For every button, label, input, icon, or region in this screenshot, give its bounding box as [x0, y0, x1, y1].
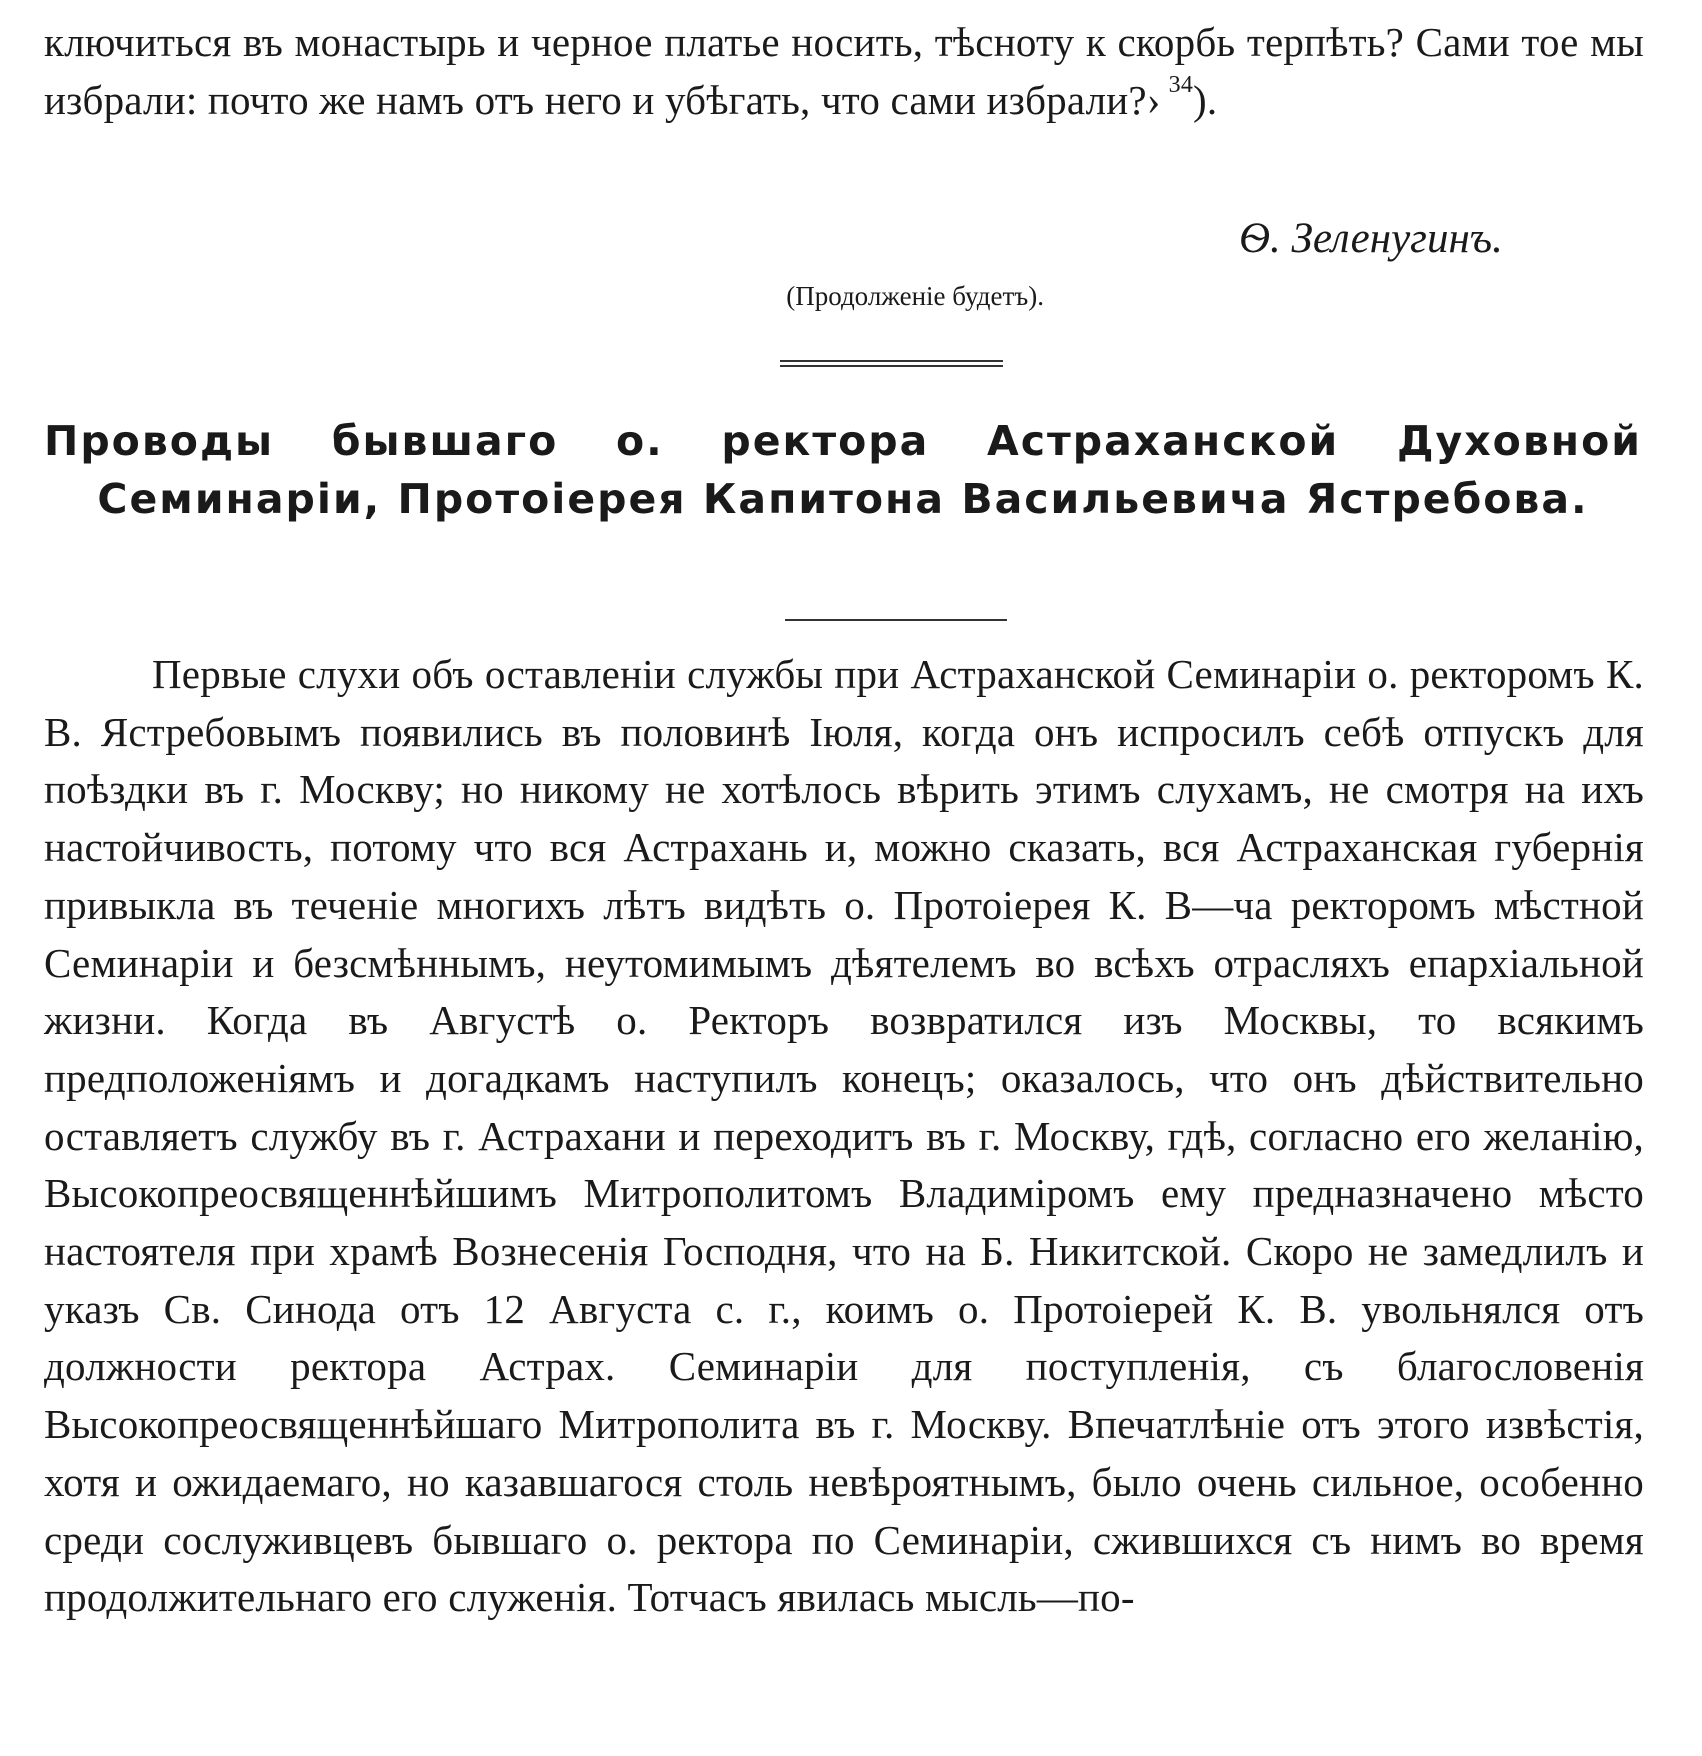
footnote-ref: 34 [1168, 72, 1194, 99]
top-paragraph-text: ключиться въ монастырь и черное платье носить, тѣсноту к скорбь терпѣть? Сами тое мы избрали: почто же намъ отъ него и убѣгать, что сами избрали?› [44, 19, 1644, 123]
top-paragraph [44, 14, 1644, 129]
article-title: Проводы бывшаго о. ректора Астраханской Духовной Семинаріи, Протоіерея Капитона Васильевича Ястребова. [44, 417, 1642, 523]
author-signature: Ѳ. Зеленугинъ. [1239, 215, 1503, 262]
title-rule-divider [785, 619, 1007, 621]
article-paragraph: Первые слухи объ оставленіи службы при Астраханской Семинаріи о. ректоромъ К. В. Ястребовымъ появились въ половинѣ Іюля, когда онъ испросилъ себѣ отпускъ для поѣздки въ г. Москву; но никому не хотѣлось вѣрить этимъ слухамъ, не смотря на ихъ настойчивость, потому что вся Астрахань и, можно сказать, вся Астраханская губернія привыкла въ теченіе многихъ лѣтъ видѣть о. Протоіерея К. В—ча ректоромъ мѣстной Семинаріи и безсмѣннымъ, неутомимымъ дѣятелемъ во всѣхъ отрасляхъ епархіальной жизни. Когда въ Августѣ о. Ректоръ возвратился изъ Москвы, то всякимъ предположеніямъ и догадкамъ наступилъ конецъ; оказалось, что онъ дѣйствительно оставляетъ службу въ г. Астрахани и переходитъ въ г. Москву, гдѣ, согласно его желанію, Высокопреосвященнѣйшимъ Митрополитомъ Владиміромъ ему предназначено мѣсто настоятеля при храмѣ Вознесенія Господня, что на Б. Никитской. Скоро не замедлилъ и указъ Св. Синода отъ 12 Августа с. г., коимъ о. Протоіерей К. В. увольнялся отъ должности ректора Астрах. Семинаріи для поступленія, съ благословенія Высокопреосвященнѣйшаго Митрополита въ г. Москву. Впечатлѣніе отъ этого извѣстія, хотя и ожидаемаго, но казавшагося столь невѣроятнымъ, было очень сильное, особенно среди сослуживцевъ бывшаго о. ректора по Семинаріи, сжившихся съ нимъ во время продолжительнаго его служенія. Тотчасъ явилась мысль—по- [44, 651, 1644, 1621]
double-rule-divider [780, 360, 1003, 367]
continuation-note: (Продолженіе будетъ). [786, 281, 1044, 311]
top-paragraph-close: ). [1193, 76, 1218, 123]
page [44, 14, 1644, 1621]
